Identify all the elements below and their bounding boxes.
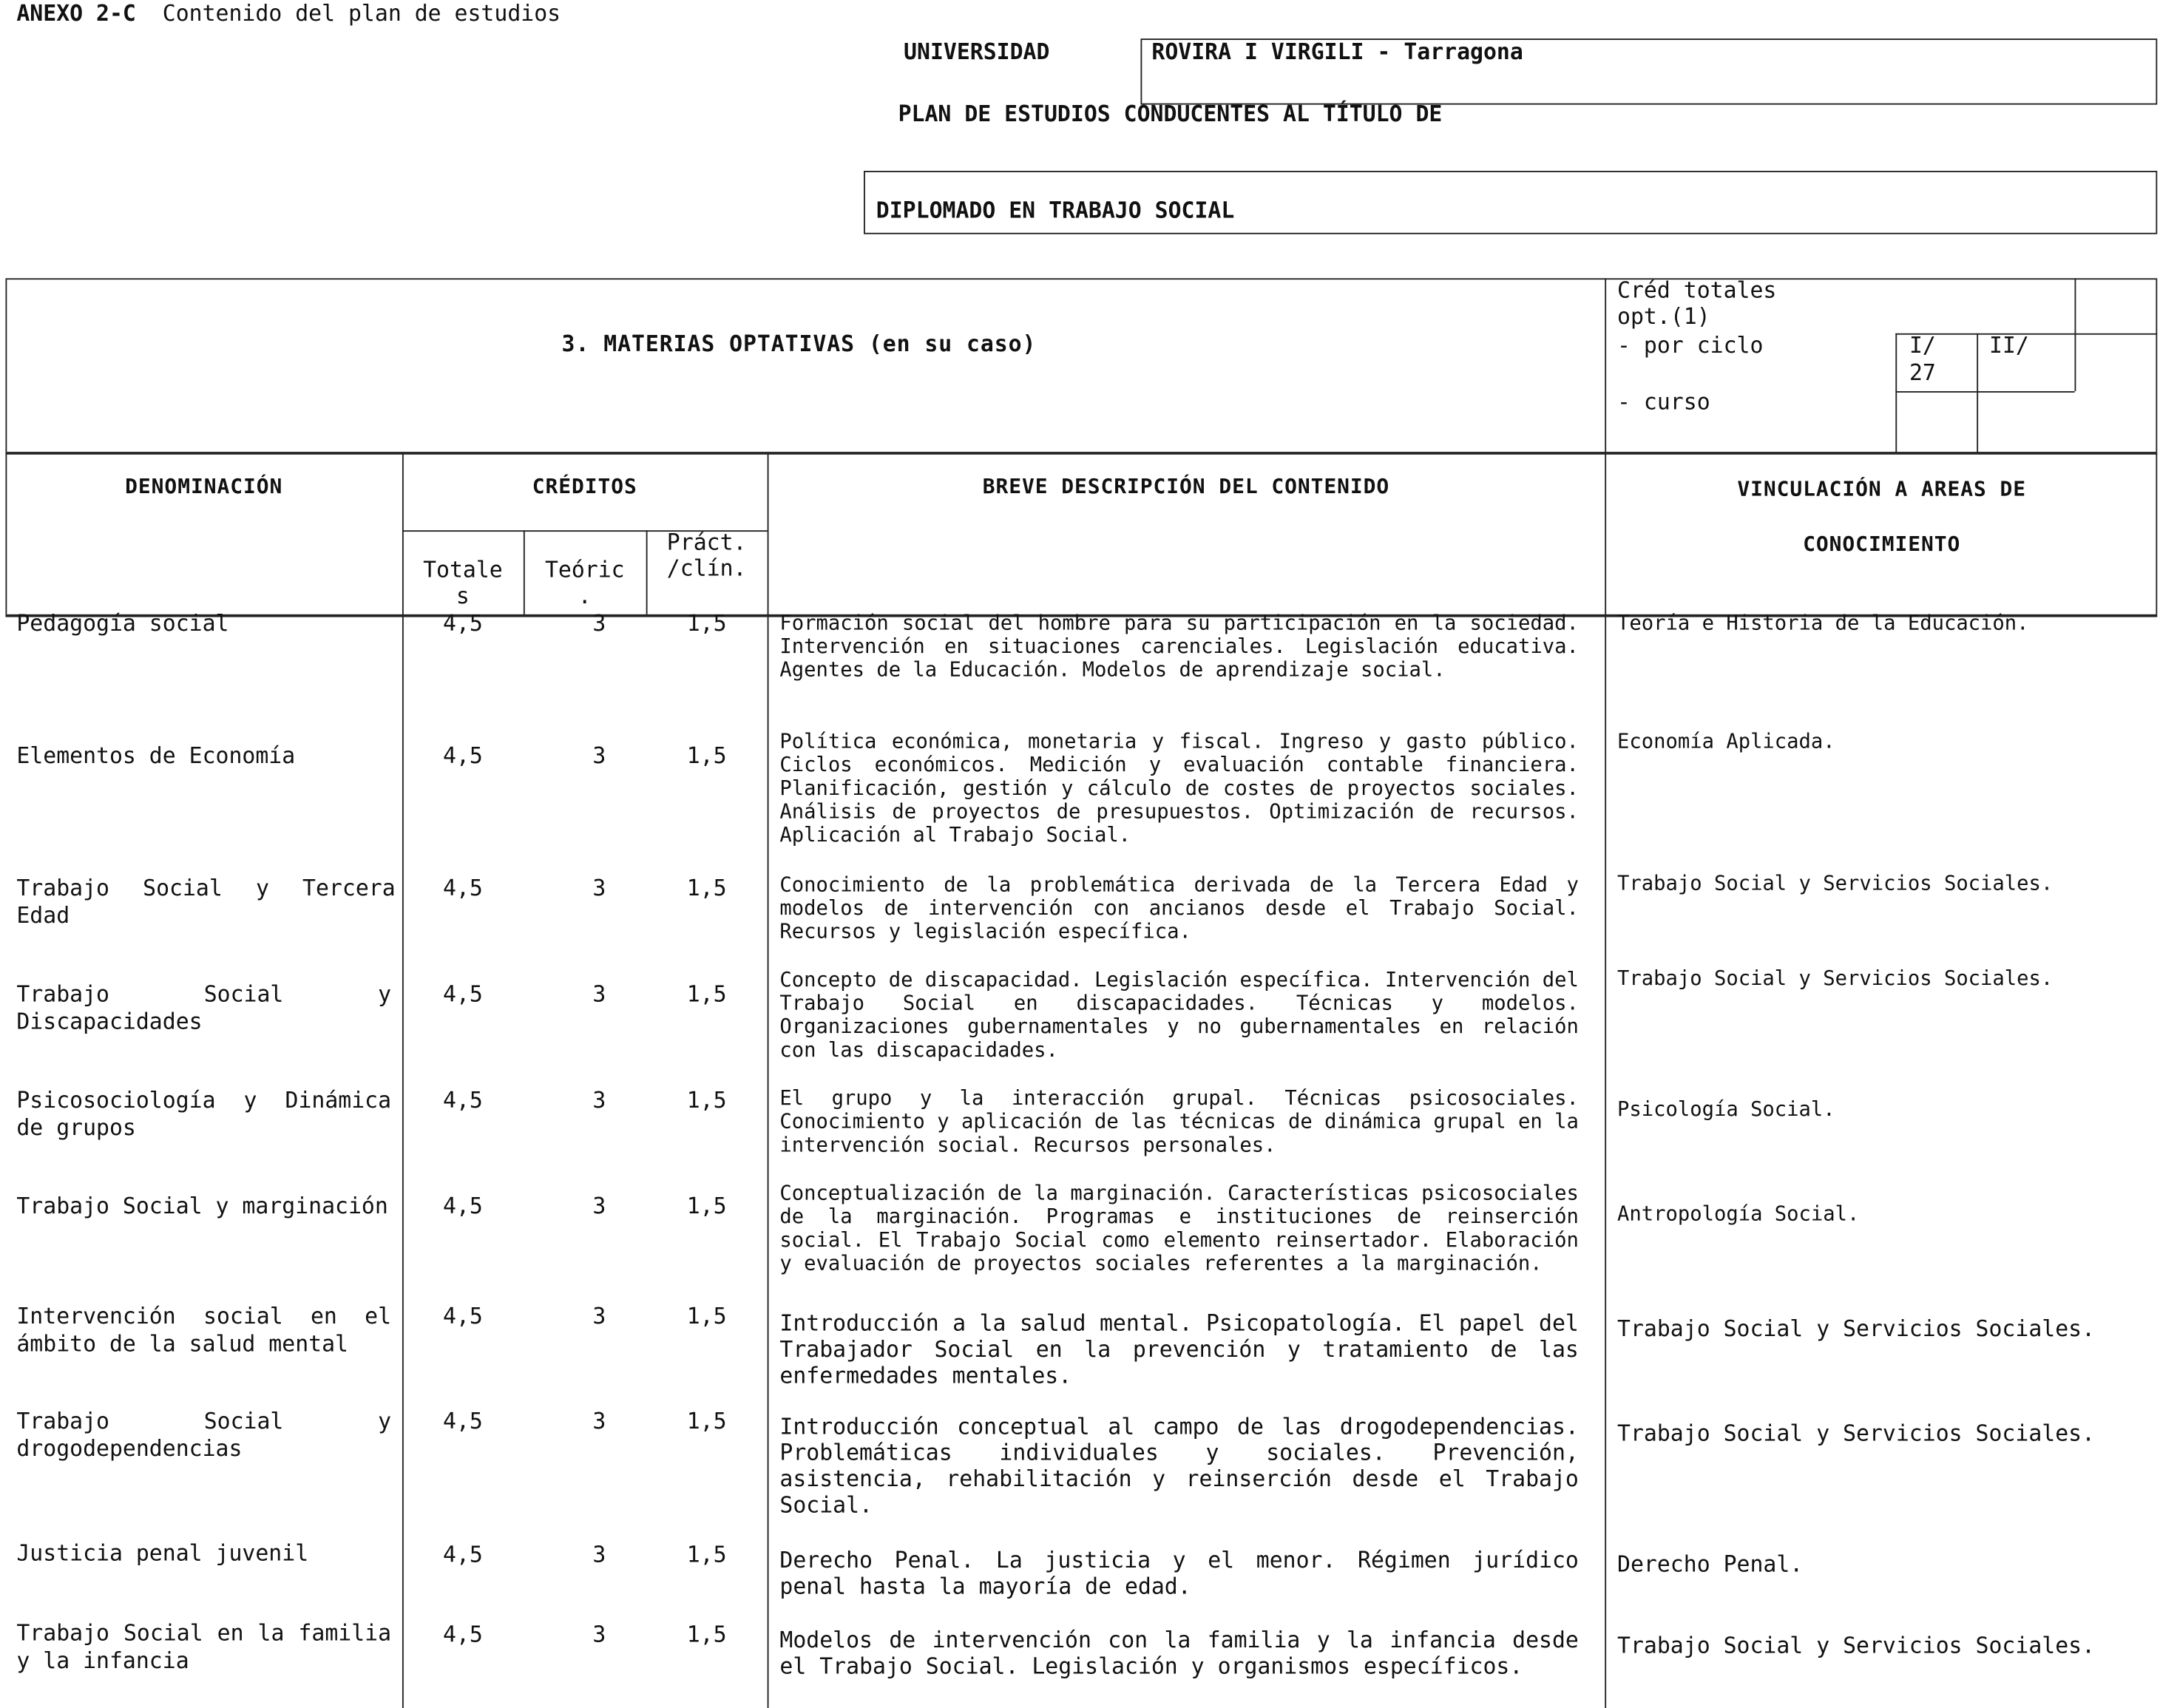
section-divider [1605,278,1606,453]
row-practicos: 1,5 [686,742,727,769]
credit-box-line [1895,391,2074,393]
row-totales: 4,5 [443,1193,483,1219]
ciclo-I-label: I/ [1909,331,1936,359]
col-header-denominacion: DENOMINACIÓN [125,473,283,499]
annex-label: ANEXO 2-C [16,0,136,27]
credit-box-line [1977,333,1978,453]
row-teoricos: 3 [592,1407,606,1434]
body-divider-name [402,453,404,1708]
row-totales: 4,5 [443,1621,483,1648]
row-practicos: 1,5 [686,1303,727,1329]
row-description: Formación social del hombre para su participación en la sociedad. Intervención en situaciones carenciales. Legislación educativa. Agentes de la Educación. Modelos de aprendizaje social. [779,611,1579,682]
row-totales: 4,5 [443,1541,483,1568]
row-area: Economía Aplicada. [1617,730,1835,753]
cred-totales-line1: Créd totales [1617,277,1777,303]
col-header-vinculacion-1: VINCULACIÓN A AREAS DE [1737,476,2027,502]
row-area: Trabajo Social y Servicios Sociales. [1617,1315,2096,1342]
sub-header-teoric-1: Teóric [544,556,625,583]
row-name: Justicia penal juvenil [16,1539,309,1567]
row-name: Trabajo Social y marginación [16,1193,388,1219]
row-description: Conceptualización de la marginación. Características psicosociales de la marginación. Programas e instituciones de reinserción social. El Trabajo Social como elemento reinsertador. Elaboración y evaluación de proyectos sociales referentes a la marginación. [779,1182,1579,1276]
row-description: Introducción conceptual al campo de las drogodependencias. Problemáticas individuales y sociales. Prevención, asistencia, rehabilitación y reinserción desde el Trabajo Social. [779,1413,1579,1518]
sub-header-totales [402,557,524,609]
degree-title: DIPLOMADO EN TRABAJO SOCIAL [876,197,1235,223]
row-name: Intervención social en el ámbito de la salud mental [16,1303,392,1357]
sub-header-totales-1: Totale [423,556,503,583]
university-label: UNIVERSIDAD [904,38,1050,65]
credit-box-line [1895,333,1897,453]
university-name: ROVIRA I VIRGILI - Tarragona [1151,38,1523,65]
cred-totales-line2: opt.(1) [1617,302,1710,330]
row-practicos: 1,5 [686,1193,727,1219]
row-totales: 4,5 [443,1303,483,1329]
row-name: Trabajo Social y Discapacidades [16,980,392,1034]
row-area: Derecho Penal. [1617,1551,1804,1578]
row-area: Trabajo Social y Servicios Sociales. [1617,1632,2096,1658]
row-area: Trabajo Social y Servicios Sociales. [1617,1420,2096,1447]
row-name: Trabajo Social y drogodependencias [16,1407,392,1461]
row-name: Trabajo Social en la familia y la infancia [16,1619,392,1673]
sub-header-teoric-2: . [578,582,592,609]
row-teoricos: 3 [592,1541,606,1568]
sub-header-pract-2: /clín. [666,555,747,582]
row-totales: 4,5 [443,1086,483,1114]
col-header-descripcion: BREVE DESCRIPCIÓN DEL CONTENIDO [982,473,1390,499]
row-area: Antropología Social. [1617,1202,1860,1226]
row-teoricos: 3 [592,874,606,901]
row-practicos: 1,5 [686,1541,727,1568]
body-divider-desc [768,453,769,1708]
row-name: Trabajo Social y Tercera Edad [16,874,396,928]
row-name: Pedagogía social [16,610,229,637]
row-name: Psicosociología y Dinámica de grupos [16,1086,392,1140]
body-divider-area [1605,453,1606,1708]
row-totales: 4,5 [443,610,483,637]
row-name: Elementos de Economía [16,742,296,769]
row-practicos: 1,5 [686,1621,727,1648]
row-area: Psicología Social. [1617,1097,1835,1122]
row-area: Trabajo Social y Servicios Sociales. [1617,872,2054,895]
row-description: Introducción a la salud mental. Psicopatología. El papel del Trabajador Social en la prevención y tratamiento de las enfermedades mentales. [779,1309,1579,1389]
row-area: Teoría e Historia de la Educación. [1617,611,2029,635]
row-teoricos: 3 [592,1303,606,1329]
sub-header-pract-1: Práct. [666,529,747,555]
row-area: Trabajo Social y Servicios Sociales. [1617,966,2054,991]
annex-heading [16,0,561,26]
row-teoricos: 3 [592,1086,606,1114]
table-top-border [5,453,2157,455]
row-teoricos: 3 [592,980,606,1007]
col-header-vinculacion-2: CONOCIMIENTO [1803,532,1961,557]
row-totales: 4,5 [443,1407,483,1434]
row-teoricos: 3 [592,742,606,769]
row-practicos: 1,5 [686,1086,727,1114]
row-description: Modelos de intervención con la familia y la infancia desde el Trabajo Social. Legislación y organismos específicos. [779,1627,1579,1679]
row-practicos: 1,5 [686,874,727,901]
sub-header-teoric [524,557,646,609]
section-title: 3. MATERIAS OPTATIVAS (en su caso) [561,331,1037,357]
col-header-creditos: CRÉDITOS [532,473,637,499]
annex-title: Contenido del plan de estudios [162,0,561,27]
row-teoricos: 3 [592,610,606,637]
row-description: Concepto de discapacidad. Legislación específica. Intervención del Trabajo Social en discapacidades. Técnicas y modelos. Organizaciones gubernamentales y no gubernamentales en relación con las discapacidades. [779,968,1579,1063]
row-teoricos: 3 [592,1621,606,1648]
row-practicos: 1,5 [686,980,727,1007]
sub-header-totales-2: s [456,582,470,609]
row-description: Política económica, monetaria y fiscal. Ingreso y gasto público. Ciclos económicos. Medición y evaluación contable financiera. Planificación, gestión y cálculo de costes de proyectos sociales. Análisis de proyectos de presupuestos. Optimización de recursos. Aplicación al Trabajo Social. [779,730,1579,847]
row-description: Derecho Penal. La justicia y el menor. Régimen jurídico penal hasta la mayoría de edad. [779,1547,1579,1599]
por-ciclo-label: - por ciclo [1617,331,1764,359]
row-totales: 4,5 [443,874,483,901]
row-totales: 4,5 [443,980,483,1007]
row-practicos: 1,5 [686,610,727,637]
row-description: Conocimiento de la problemática derivada de la Tercera Edad y modelos de intervención con ancianos desde el Trabajo Social. Recursos y legislación específica. [779,873,1579,944]
sub-header-pract [646,529,768,581]
section-box [5,278,2157,453]
row-description: El grupo y la interacción grupal. Técnicas psicosociales. Conocimiento y aplicación de las técnicas de dinámica grupal en la intervención social. Recursos personales. [779,1086,1579,1157]
row-totales: 4,5 [443,742,483,769]
ciclo-I-value: 27 [1909,359,1936,386]
plan-label: PLAN DE ESTUDIOS CONDUCENTES AL TÍTULO DE [898,100,1443,127]
ciclo-II-label: II/ [1989,331,2029,359]
row-practicos: 1,5 [686,1407,727,1434]
row-teoricos: 3 [592,1193,606,1219]
curso-label: - curso [1617,388,1710,415]
